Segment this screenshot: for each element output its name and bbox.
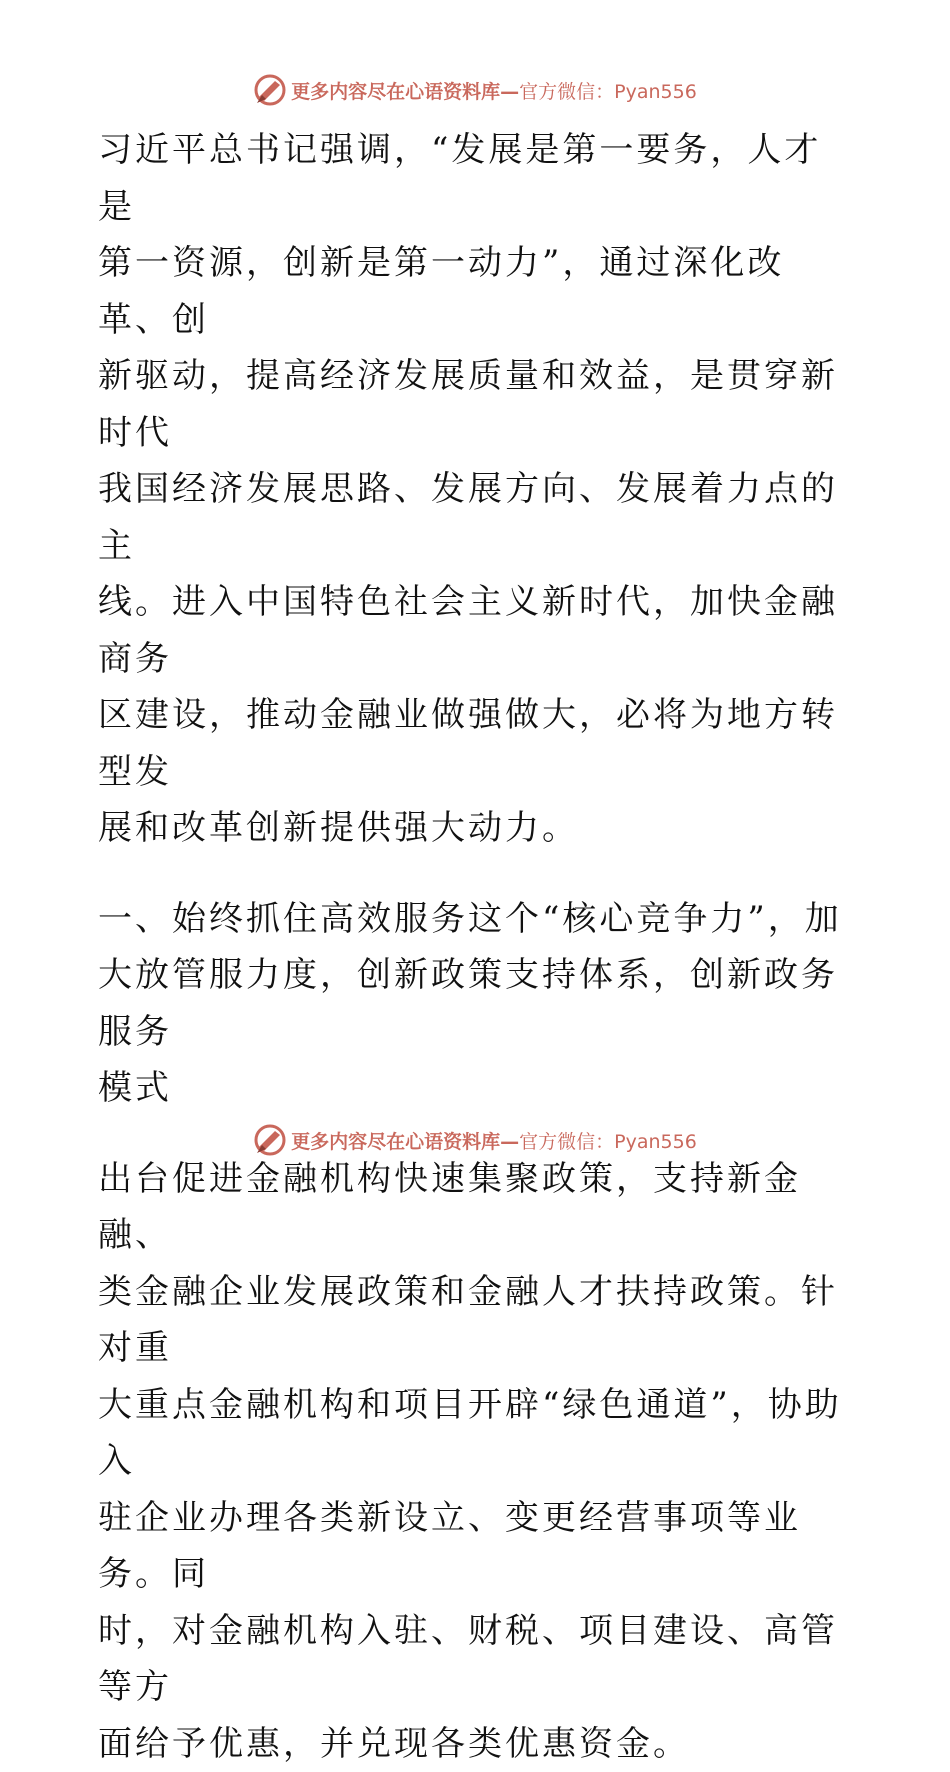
banner-text: 更多内容尽在心语资料库—官方微信：Pyan556 bbox=[291, 77, 697, 104]
header-banner bbox=[0, 70, 950, 110]
paragraph-intro: 习近平总书记强调，“发展是第一要务，人才是 第一资源，创新是第一动力”，通过深化改革、创 新驱动，提高经济发展质量和效益，是贯穿新时代 我国经济发展思路、发展方向、发展着力点的主 线。进入中国特色社会主义新时代，加快金融商务 区建设，推动金融业做强做大，必将为地方转型发 展和改革创新提供强大动力。 bbox=[98, 122, 858, 857]
section-heading-1: 一、始终抓住高效服务这个“核心竞争力”，加 大放管服力度，创新政策支持体系，创新政务服务 模式 bbox=[98, 891, 858, 1117]
document-body bbox=[98, 122, 858, 1772]
banner-text: 更多内容尽在心语资料库—官方微信：Pyan556 bbox=[291, 1127, 697, 1154]
pen-logo-icon bbox=[253, 73, 287, 107]
footer-banner bbox=[0, 1120, 950, 1160]
pen-logo-icon bbox=[253, 1123, 287, 1157]
paragraph-section-1: 出台促进金融机构快速集聚政策，支持新金融、 类金融企业发展政策和金融人才扶持政策。针对重 大重点金融机构和项目开辟“绿色通道”，协助入 驻企业办理各类新设立、变更经营事项等业务。同 时，对金融机构入驻、财税、项目建设、高管等方 面给予优惠，并兑现各类优惠资金。 bbox=[98, 1151, 858, 1772]
